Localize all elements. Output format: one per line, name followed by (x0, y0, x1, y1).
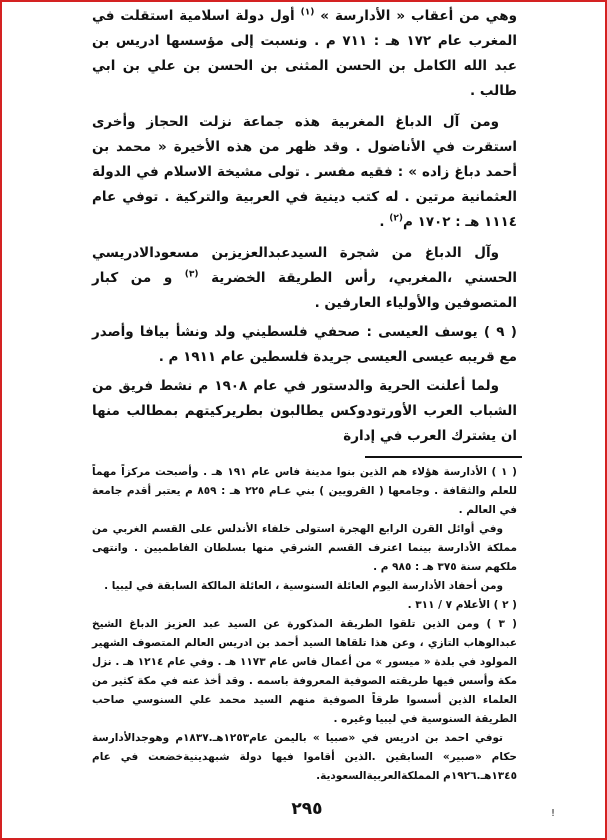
paragraph-adarisa (92, 4, 517, 104)
footnote-ref-2[interactable]: (٢) (389, 213, 403, 224)
paragraph-constitution (92, 374, 517, 449)
footnotes (92, 463, 517, 786)
paragraph-text: ومن آل الدباغ المغربية هذه جماعة نزلت الحجاز وأخرى استقرت في الأناضول . وقد ظهر من هذه الأخيرة « محمد بن أحمد دباغ زاده » : فقيه مفسر . تولى مشيخة الاسلام في الدولة العثمانية مرتين . له كتب دينية في العربية والتركية . توفي عام ١١١٤ هـ : ١٧٠٢ م (92, 114, 517, 230)
page-number: ٢٩٥ (291, 799, 323, 819)
stray-mark: ! (551, 808, 556, 819)
footnote-1-continued: ومن أحفاد الأدارسة اليوم العائلة السنوسية ، العائلة المالكة السابقة في ليبيا . (104, 580, 503, 592)
footnote-separator-row (92, 449, 517, 463)
entry-name: يوسف العيسى (378, 324, 478, 340)
paragraph-text: أول دولة اسلامية استقلت في المغرب عام ١٧٢ هـ : ٧١١ م . ونسبت إلى مؤسسها ادريس بن عبد الله الكامل بن الحسن المثنى بن الحسن بن علي بن ابي طالب . (92, 8, 517, 99)
page-footer (92, 796, 556, 830)
paragraph-dabbagh (92, 110, 517, 235)
paragraph-text: : صحفي فلسطيني ولد ونشأ بيافا وأصدر مع قريبه عيسى العيسى جريدة فلسطين عام ١٩١١ م . (92, 324, 517, 365)
footnote-3: ( ٣ ) ومن الذين تلقوا الطريقة المذكورة عن السيد عبد العزيز الدباغ الشيخ عبدالوهاب التازي ، وعن هذا تلقاها السيد أحمد بن ادريس العالم المتصوف الشهير المولود في بلدة « ميسور » من أعمال فاس عام ١١٧٣ هـ . وفي عام ١٢١٤ هـ . نزل مكة وأسس فيها طريقته الصوفية المعروفة باسمه . وقد أخذ عنه في مكة كثير من العلماء الذين أسسوا طرقاً الصوفية منهم السيد محمد علي السنوسي صاحب الطريقة السنوسية في ليبيا وغيره . (92, 618, 517, 725)
paragraph-text: وهي من أعقاب « الأدارسة » (314, 8, 518, 24)
footnote-ref-1[interactable]: (١) (300, 7, 315, 18)
footnote-1-continued: وفي أوائل القرن الرابع الهجرة استولى خلفاء الأندلس على القسم الغربي من مملكة الأدارسة بينما اعترف القسم الشرقي منها بسلطان الفاطميين . وانتهى ملكهم سنة ٣٧٥ هـ : ٩٨٥ م . (92, 523, 517, 573)
footnote-1: ( ١ ) الأدارسة هؤلاء هم الذين بنوا مدينة فاس عام ١٩١ هـ . وأصبحت مركزاً مهماً للعلم والثقافة . وجامعها ( القرويين ) بني عـام ٢٢٥ هـ : ٨٥٩ م يعتبر أقدم جامعة في العالم . (92, 466, 517, 516)
paragraph-text: . (379, 214, 390, 230)
paragraph-text: ولما أعلنت الحرية والدستور في عام ١٩٠٨ م نشط فريق من الشباب العرب الأورتودوكس يطالبون بطريركيتهم بمطالب منها ان يشترك العرب في إدارة (92, 378, 517, 444)
paragraph-text: وآل الدباغ من شجرة السيدعبدالعزيزبن مسعودالادريسي الحسني ،المغربي، رأس الطريقة الخضرية (92, 245, 517, 286)
entry-yusuf-al-issa (92, 320, 517, 370)
paragraph-text: و من كبار المتصوفين والأولياء العارفين . (92, 270, 517, 311)
footnote-3-continued: توفي احمد بن ادريس في «صبيا » باليمن عام١٢٥٣هـ.١٨٣٧م وهوجدالأدارسة حكام «صبير» السابقين .الذين أقاموا فيها دولة شبهدينيةخضعت في عام ١٣٤٥هـ.١٩٢٦م المملكةالعربيةالسعودية. (92, 732, 517, 782)
footnote-separator (365, 456, 522, 458)
main-text (92, 4, 517, 449)
footnote-ref-3[interactable]: (٣) (184, 269, 199, 280)
footnote-2: ( ٢ ) الأعلام ٧ / ٣١١ . (407, 599, 517, 611)
entry-number: ( ٩ ) (483, 324, 517, 340)
paragraph-dabbagh-lineage (92, 241, 517, 316)
